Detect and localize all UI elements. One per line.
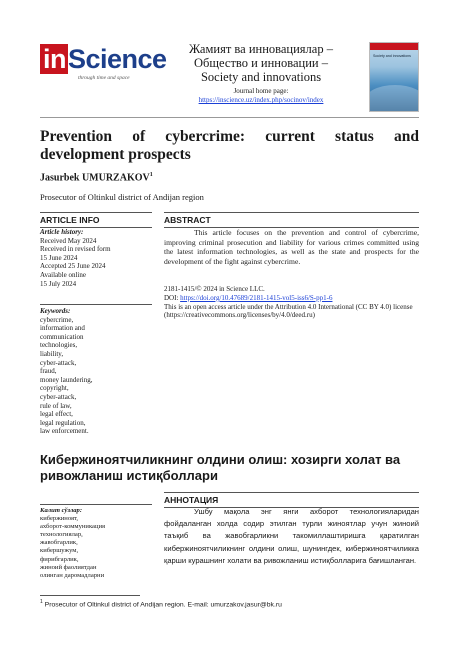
article-title: Prevention of cybercrime: current status and development prospects (40, 128, 419, 163)
author-footnote-mark[interactable]: 1 (149, 172, 153, 178)
keyword-item: cyber-attack, (40, 392, 77, 401)
license-text: This is an open access article under the Attribution 4.0 International (CC BY 4.0) license (https://creativecommons.org/licenses/by/4.0/deed.ru) (164, 302, 413, 320)
article-history (40, 228, 152, 288)
journal-title-line2: Общество и инновации – (194, 56, 328, 70)
journal-title-line3: Society and innovations (200, 70, 322, 84)
article-info-heading: ARTICLE INFO (40, 212, 152, 228)
journal-header (40, 40, 419, 118)
logo-science: Science (68, 44, 167, 74)
uzbek-keyword-item: олинган даромадларни (40, 571, 105, 579)
footnote-divider (40, 595, 140, 596)
uzbek-keyword-item: кибершужум, (40, 547, 79, 555)
keyword-item: cybercrime, (40, 315, 74, 324)
history-label: Article history: (40, 228, 84, 236)
publication-meta (164, 285, 419, 320)
uzbek-keyword-item: ахборот-коммуникация (40, 523, 106, 531)
keyword-item: communication (40, 332, 84, 341)
abstract-heading: ABSTRACT (164, 212, 419, 228)
history-item: 15 July 2024 (40, 279, 77, 288)
keyword-item: law enforcement. (40, 427, 89, 436)
homepage-link[interactable]: https://inscience.uz/index.php/socinov/index (198, 96, 324, 104)
keyword-item: fraud, (40, 367, 57, 376)
footnote-mark: 1 (40, 599, 43, 605)
keyword-item: rule of law, (40, 401, 72, 410)
journal-info (158, 42, 364, 105)
annotation-heading: АННОТАЦИЯ (164, 492, 419, 508)
uzbek-keyword-item: жавобгарлик, (40, 539, 78, 547)
author-text: Jasurbek UMURZAKOV (40, 172, 150, 184)
keyword-item: copyright, (40, 384, 69, 393)
history-item: Accepted 25 June 2024 (40, 262, 106, 271)
keyword-item: technologies, (40, 341, 78, 350)
doi-label: DOI: (164, 293, 179, 302)
logo-tagline: through time and space (78, 75, 130, 81)
uzbek-title: Кибержиноятчиликнинг олдини олиш: хозирги холат ва ривожланиш истиқболлари (40, 452, 401, 483)
cover-title: Society and innovations (373, 54, 411, 58)
uzbek-keyword-item: жиноий фаолиятдан (40, 563, 97, 571)
uzbek-keyword-item: кибержиноят, (40, 515, 79, 523)
homepage-label: Journal home page: (233, 87, 289, 95)
footnote-text: Prosecutor of Oltinkul district of Andijan region. E-mail: umurzakov.jasur@bk.ru (44, 601, 282, 609)
keyword-item: liability, (40, 349, 64, 358)
keyword-item: money laundering, (40, 375, 93, 384)
keyword-item: legal regulation, (40, 418, 86, 427)
annotation-text: Ушбу мақола энг янги ахборот технологияларидан фойдаланган холда содир этилган турли жиноятлар учун жиноий таъқиб ва жавобгарликни такомиллаштиришга қаратилган кибержиноятчиликнинг олдини олиш, шунингдек, кибержиноятчиликка қарши курашнинг холати ва ривожланиш истиқболларига бағишланган. (164, 507, 419, 565)
logo-in: in (40, 44, 68, 74)
author-affiliation: Prosecutor of Oltinkul district of Andijan region (40, 192, 204, 202)
footnote (40, 599, 282, 608)
cover-wave (369, 85, 419, 112)
author-name (40, 172, 153, 183)
keywords-label: Keywords: (40, 307, 71, 315)
history-item: 15 June 2024 (40, 253, 78, 262)
keywords-block (40, 304, 152, 436)
keyword-item: legal effect, (40, 410, 73, 419)
uzbek-keywords-label: Калит сўзлар: (40, 507, 83, 514)
keyword-item: information and (40, 324, 85, 333)
history-item: Available online (40, 270, 86, 279)
inscience-logo (40, 44, 167, 106)
history-item: Received in revised form (40, 245, 111, 254)
abstract-text: This article focuses on the prevention and control of cybercrime, improving criminal prosecution and liability for various crimes committed using the latest information technologies, as well as the state and prospects for the development of the fight against cybercrime. (164, 228, 419, 266)
journal-cover-image (369, 42, 419, 112)
cover-top-bar (370, 43, 418, 50)
uzbek-keyword-item: технологиялар, (40, 531, 83, 539)
uzbek-keywords-block (40, 504, 152, 580)
issn-copyright: 2181-1415/© 2024 in Science LLC. (164, 285, 265, 293)
uzbek-keyword-item: фирибгарлик, (40, 555, 79, 563)
doi-line (164, 294, 419, 303)
journal-title-line1: Жамият ва инновациялар – (189, 42, 333, 56)
history-item: Received May 2024 (40, 236, 97, 245)
doi-link[interactable]: https://doi.org/10.47689/2181-1415-vol5-iss6/S-pp1-6 (180, 293, 333, 302)
keyword-item: cyber-attack, (40, 358, 77, 367)
